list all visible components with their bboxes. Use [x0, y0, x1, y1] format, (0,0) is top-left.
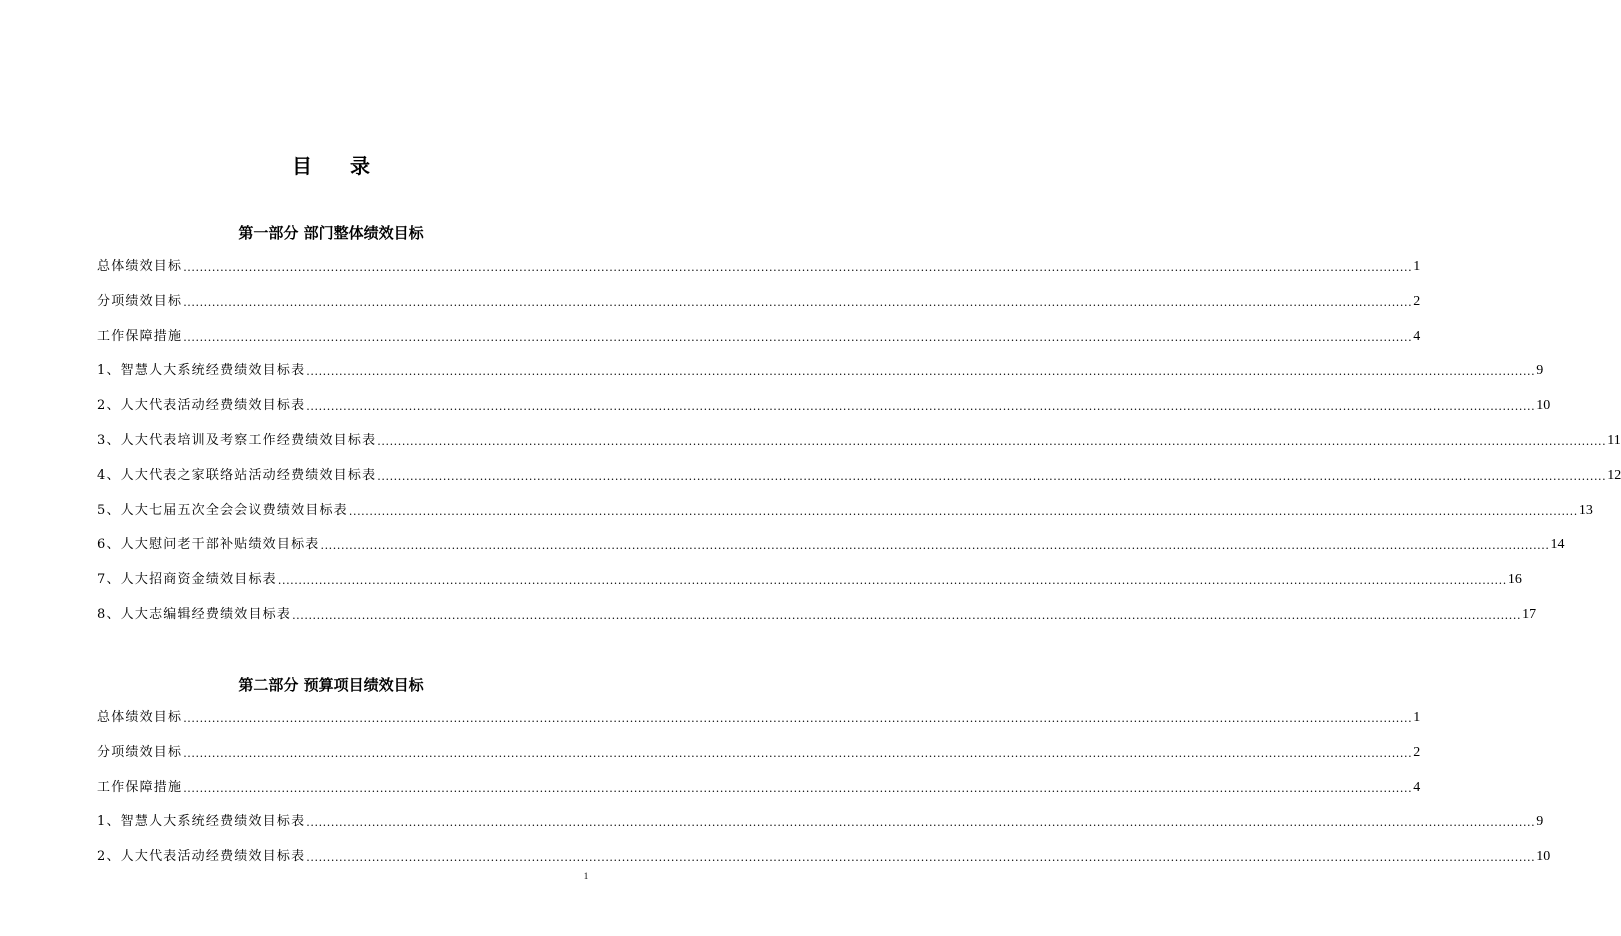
- toc-entry[interactable]: [97, 743, 1421, 763]
- toc-entry[interactable]: [97, 847, 1551, 867]
- dot-leader: ............................................................................................................................................................................................................................................................................................................: [377, 435, 1607, 448]
- document-title: [0, 150, 662, 179]
- toc-entry[interactable]: [97, 812, 1544, 832]
- toc-entry-label: 总体绩效目标: [97, 710, 183, 725]
- section-heading: 第二部分 预算项目绩效目标: [238, 676, 424, 694]
- toc-entry-page-number: 2: [1413, 744, 1421, 760]
- toc-entry-page-number: 16: [1507, 572, 1522, 588]
- dot-leader: ............................................................................................................................................................................................................................................................................................................: [306, 400, 1536, 414]
- toc-entry-page-number: 9: [1536, 814, 1544, 830]
- toc-entry-label: 5、人大七届五次全会会议费绩效目标表: [97, 502, 348, 518]
- toc-entry[interactable]: [97, 570, 1522, 590]
- toc-entry[interactable]: [97, 327, 1421, 347]
- dot-leader: ............................................................................................................................................................................................................................................................................................................: [183, 746, 1413, 760]
- toc-entry-label: 总体绩效目标: [97, 259, 183, 274]
- toc-entry[interactable]: [97, 466, 1621, 486]
- toc-entry-label: 分项绩效目标: [97, 293, 183, 309]
- toc-entry-label: 7、人大招商资金绩效目标表: [97, 572, 277, 588]
- toc-entry-page-number: 10: [1536, 849, 1551, 865]
- toc-entry[interactable]: [97, 535, 1565, 555]
- toc-entry-label: 2、人大代表活动经费绩效目标表: [97, 849, 306, 865]
- dot-leader: ............................................................................................................................................................................................................................................................................................................: [306, 365, 1536, 379]
- toc-entry-label: 1、智慧人大系统经费绩效目标表: [97, 814, 306, 830]
- toc-entry-page-number: 9: [1536, 363, 1544, 379]
- dot-leader: ............................................................................................................................................................................................................................................................................................................: [306, 851, 1536, 865]
- title-char-1: 目: [292, 154, 312, 178]
- toc-entry-page-number: 4: [1413, 779, 1421, 795]
- dot-leader: ............................................................................................................................................................................................................................................................................................................: [183, 781, 1413, 795]
- toc-entry-label: 3、人大代表培训及考察工作经费绩效目标表: [97, 433, 377, 448]
- toc-entry-label: 工作保障措施: [97, 779, 183, 795]
- toc-entry-label: 工作保障措施: [97, 328, 183, 344]
- toc-entry[interactable]: [97, 396, 1551, 416]
- toc-entry[interactable]: [97, 292, 1421, 312]
- section-heading: 第一部分 部门整体绩效目标: [238, 224, 424, 242]
- toc-entry-label: 2、人大代表活动经费绩效目标表: [97, 398, 306, 414]
- toc-entry[interactable]: [97, 778, 1421, 798]
- dot-leader: ............................................................................................................................................................................................................................................................................................................: [277, 574, 1507, 588]
- toc-entry[interactable]: [97, 708, 1421, 728]
- dot-leader: ............................................................................................................................................................................................................................................................................................................: [183, 712, 1413, 725]
- toc-entry[interactable]: [97, 605, 1537, 625]
- toc-entry-page-number: 4: [1413, 328, 1421, 344]
- toc-entry[interactable]: [97, 361, 1544, 381]
- toc-entry[interactable]: [97, 431, 1621, 451]
- page-number: 1: [583, 871, 589, 881]
- toc-entry-page-number: 12: [1607, 467, 1621, 483]
- toc-entry-label: 1、智慧人大系统经费绩效目标表: [97, 363, 306, 379]
- toc-entry[interactable]: [97, 501, 1593, 521]
- toc-entry-page-number: 11: [1607, 433, 1621, 448]
- dot-leader: ............................................................................................................................................................................................................................................................................................................: [183, 261, 1413, 274]
- toc-entry-page-number: 17: [1522, 607, 1537, 622]
- dot-leader: ............................................................................................................................................................................................................................................................................................................: [320, 539, 1550, 553]
- toc-entry-label: 分项绩效目标: [97, 744, 183, 760]
- dot-leader: ............................................................................................................................................................................................................................................................................................................: [348, 504, 1578, 518]
- toc-entry-label: 8、人大志编辑经费绩效目标表: [97, 607, 292, 622]
- toc-entry-page-number: 1: [1413, 710, 1421, 725]
- toc-entry-page-number: 1: [1413, 259, 1421, 274]
- dot-leader: ............................................................................................................................................................................................................................................................................................................: [183, 295, 1413, 309]
- toc-entry-label: 6、人大慰问老干部补贴绩效目标表: [97, 537, 320, 553]
- title-char-2: 录: [350, 154, 370, 178]
- toc-entry[interactable]: [97, 257, 1421, 277]
- toc-entry-page-number: 2: [1413, 293, 1421, 309]
- dot-leader: ............................................................................................................................................................................................................................................................................................................: [306, 816, 1536, 830]
- toc-entry-page-number: 13: [1578, 502, 1593, 518]
- toc-entry-page-number: 14: [1550, 537, 1565, 553]
- dot-leader: ............................................................................................................................................................................................................................................................................................................: [377, 469, 1607, 483]
- toc-entry-page-number: 10: [1536, 398, 1551, 414]
- dot-leader: ............................................................................................................................................................................................................................................................................................................: [183, 330, 1413, 344]
- toc-entry-label: 4、人大代表之家联络站活动经费绩效目标表: [97, 467, 377, 483]
- dot-leader: ............................................................................................................................................................................................................................................................................................................: [292, 609, 1522, 622]
